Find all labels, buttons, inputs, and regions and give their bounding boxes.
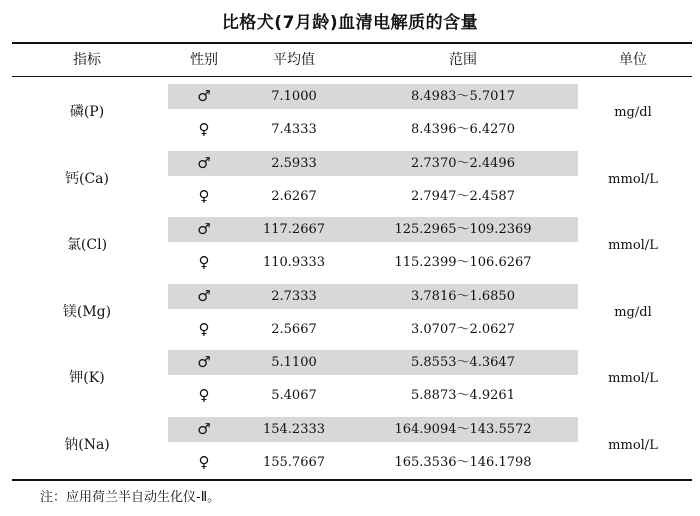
header-mean: 平均值: [273, 52, 315, 68]
header-unit: 单位: [619, 52, 647, 68]
range-value: 165.3536～146.1798: [394, 455, 532, 470]
sex-symbol: ♂: [197, 220, 211, 239]
mean-value: 2.5667: [271, 321, 317, 337]
indicator-label: 钠(Na): [64, 437, 110, 453]
header-range: 范围: [449, 52, 477, 68]
range-value: 125.2965～109.2369: [394, 222, 532, 238]
table-note: 注：应用荷兰半自动生化仪-Ⅱ。: [40, 490, 221, 505]
mean-value: 7.4333: [271, 122, 317, 137]
header-sex: 性别: [190, 52, 218, 68]
sex-symbol: ♀: [198, 186, 210, 205]
unit-label: mmol/L: [608, 371, 658, 387]
indicator-label: 磷(P): [69, 104, 105, 120]
range-value: 3.0707～2.0627: [411, 321, 515, 337]
mean-value: 154.2333: [262, 422, 326, 437]
range-value: 2.7370～2.4496: [411, 155, 515, 171]
header-indicator: 指标: [73, 52, 101, 68]
indicator-label: 钾(K): [69, 370, 105, 387]
mean-value: 7.1000: [271, 89, 317, 104]
table-title: 比格犬(7月龄)血清电解质的含量: [221, 13, 479, 33]
unit-label: mg/dl: [614, 105, 652, 120]
mean-value: 5.1100: [271, 355, 317, 371]
range-value: 2.7947～2.4587: [411, 188, 515, 204]
range-value: 115.2399～106.6267: [394, 255, 532, 271]
sex-symbol: ♂: [197, 353, 211, 372]
sex-symbol: ♀: [198, 120, 210, 138]
range-value: 8.4983～5.7017: [411, 89, 515, 104]
mean-value: 117.2667: [262, 222, 326, 238]
unit-label: mmol/L: [608, 238, 658, 254]
range-value: 164.9094～143.5572: [394, 422, 532, 437]
indicator-label: 氯(Cl): [66, 237, 108, 254]
mean-value: 155.7667: [262, 455, 326, 470]
sex-symbol: ♂: [197, 420, 211, 438]
bottom-rule: [12, 479, 692, 481]
mean-value: 5.4067: [271, 388, 317, 404]
sex-symbol: ♀: [198, 453, 210, 471]
sex-symbol: ♂: [197, 153, 211, 172]
unit-label: mmol/L: [608, 438, 658, 453]
sex-symbol: ♂: [197, 87, 211, 105]
indicator-label: 镁(Mg): [62, 303, 112, 320]
range-value: 5.8553～4.3647: [411, 355, 515, 371]
sex-symbol: ♀: [198, 253, 210, 272]
mean-value: 2.6267: [271, 188, 317, 204]
range-value: 8.4396～6.4270: [411, 122, 515, 137]
mean-value: 110.9333: [262, 255, 326, 271]
range-value: 5.8873～4.9261: [411, 388, 515, 404]
mean-value: 2.5933: [271, 155, 317, 171]
indicator-label: 钙(Ca): [65, 170, 109, 187]
mean-value: 2.7333: [271, 288, 317, 304]
sex-symbol: ♀: [198, 319, 210, 338]
unit-label: mg/dl: [614, 304, 652, 320]
unit-label: mmol/L: [608, 171, 658, 187]
range-value: 3.7816～1.6850: [411, 288, 515, 304]
sex-symbol: ♂: [197, 286, 211, 305]
sex-symbol: ♀: [198, 386, 210, 405]
header-rule: [12, 76, 692, 77]
